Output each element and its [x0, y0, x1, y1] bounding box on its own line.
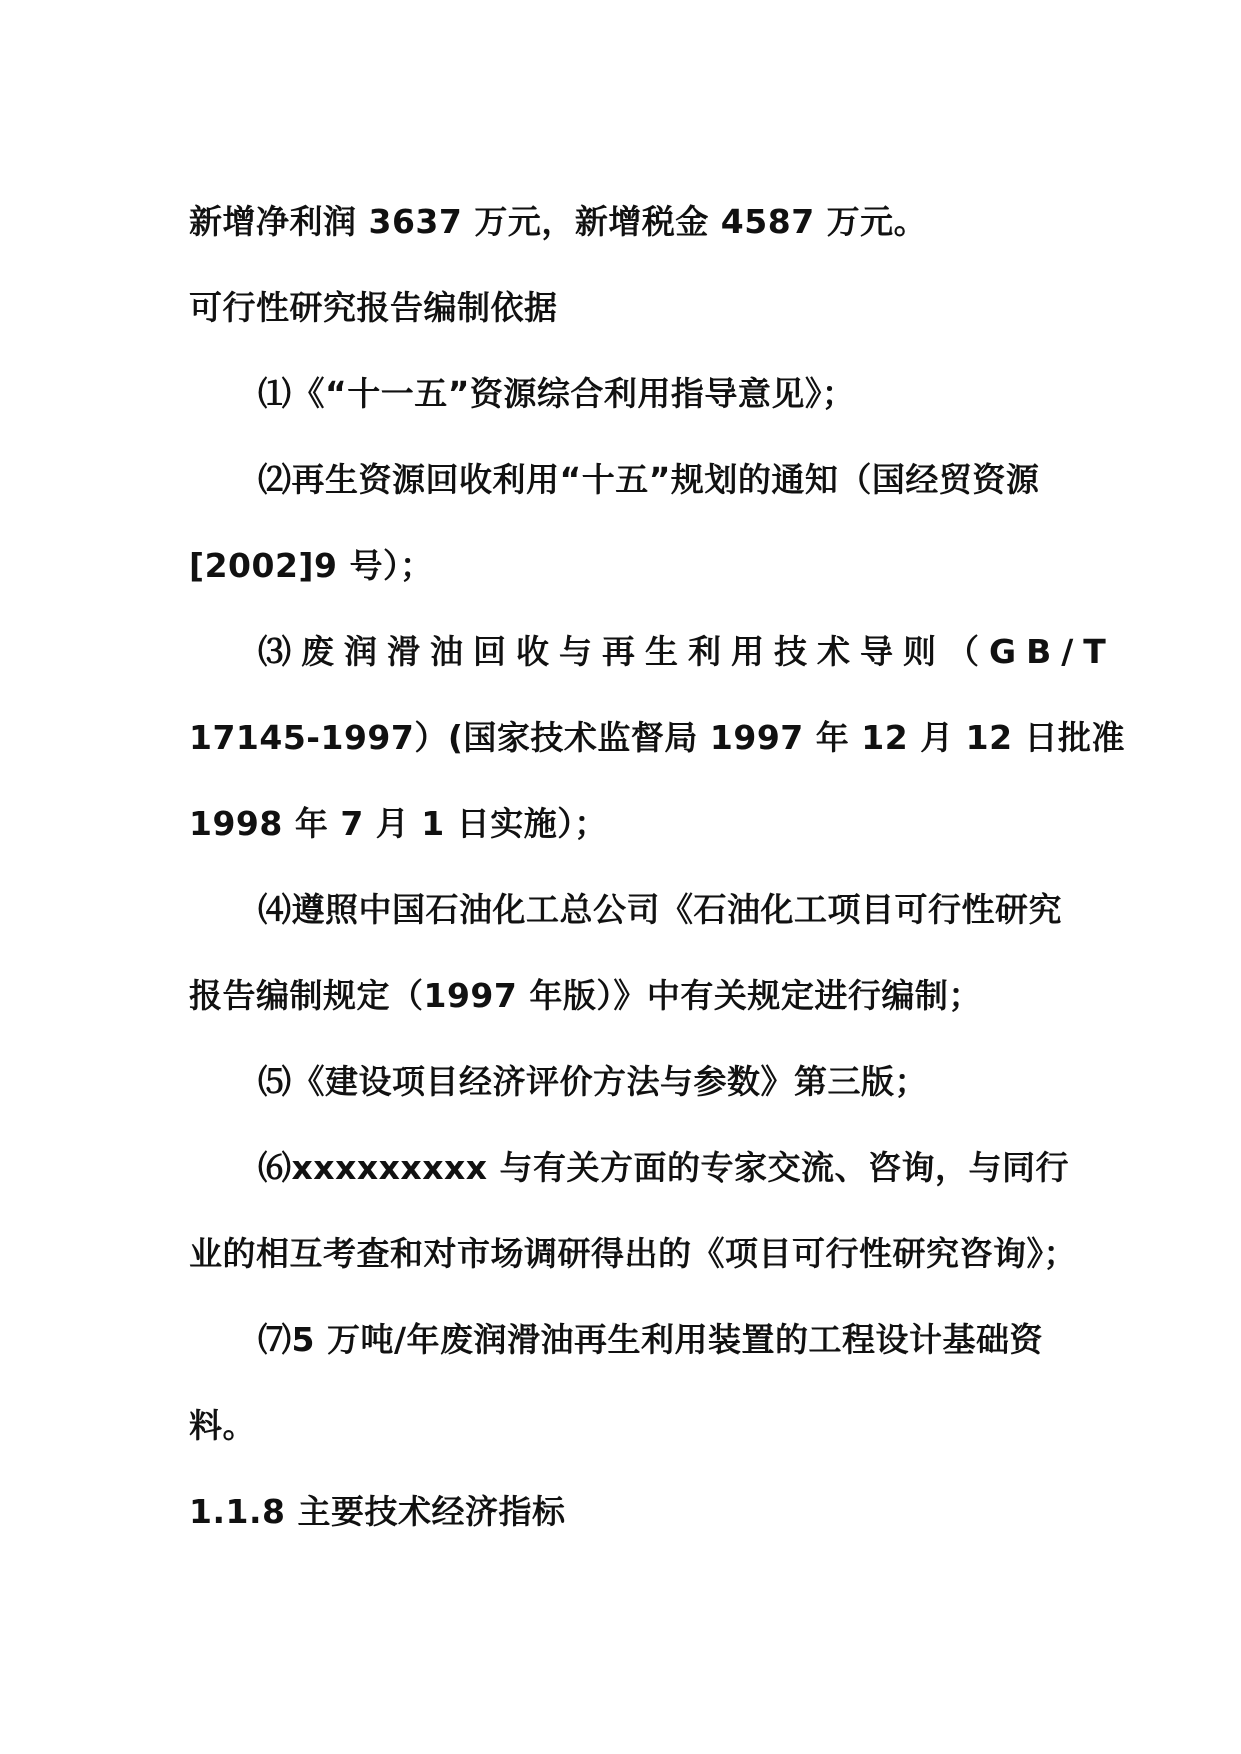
paragraph-profit-tax: 新增净利润 3637 万元，新增税金 4587 万元。 — [189, 202, 928, 241]
basis-item-7-line-1: ⑺5 万吨/年废润滑油再生利用装置的工程设计基础资 — [258, 1320, 1044, 1359]
basis-item-2-line-1: ⑵再生资源回收利用“十五”规划的通知（国经贸资源 — [258, 460, 1040, 499]
basis-item-3-line-2: 17145-1997）(国家技术监督局 1997 年 12 月 12 日批准 — [189, 718, 1126, 757]
basis-item-5: ⑸《建设项目经济评价方法与参数》第三版； — [258, 1062, 928, 1101]
basis-item-6-line-2: 业的相互考查和对市场调研得出的《项目可行性研究咨询》； — [189, 1234, 1077, 1273]
heading-compilation-basis: 可行性研究报告编制依据 — [189, 288, 558, 327]
basis-item-4-line-2: 报告编制规定（1997 年版）》中有关规定进行编制； — [189, 976, 982, 1015]
basis-item-6-line-1: ⑹xxxxxxxxx 与有关方面的专家交流、咨询，与同行 — [258, 1148, 1070, 1187]
basis-item-1: ⑴《“十一五”资源综合利用指导意见》； — [258, 374, 856, 413]
section-heading-1-1-8: 1.1.8 主要技术经济指标 — [189, 1492, 566, 1531]
basis-item-4-line-1: ⑷遵照中国石油化工总公司《石油化工项目可行性研究 — [258, 890, 1062, 929]
basis-item-3-line-3: 1998 年 7 月 1 日实施）； — [189, 804, 608, 843]
basis-item-7-line-2: 料。 — [189, 1406, 256, 1445]
basis-item-2-line-2: [2002]9 号）； — [189, 546, 434, 585]
basis-item-3-line-1: ⑶废润滑油回收与再生利用技术导则（GB/T — [258, 632, 1116, 671]
